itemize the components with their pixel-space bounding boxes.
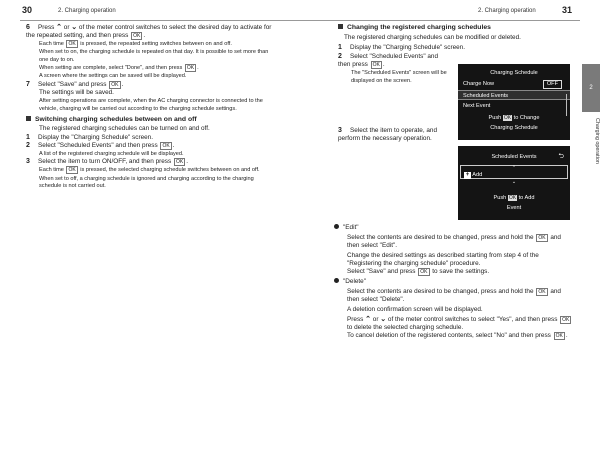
step-7-result: The settings will be saved. bbox=[39, 89, 114, 97]
delete-p1: Select the contents are desired to be changed, press and hold the OK and then select "Delete". bbox=[347, 287, 561, 303]
ok-key-icon: OK bbox=[538, 235, 546, 242]
ok-key-icon: OK bbox=[175, 159, 184, 166]
up-chevron-icon: ⌃ bbox=[56, 24, 62, 31]
ok-key-icon: OK bbox=[503, 115, 512, 121]
left-page-number: 30 bbox=[22, 5, 33, 15]
note-6b: When set to on, the charging schedule is repeated on that day. It is possible to set more than one day to on. bbox=[39, 49, 269, 63]
menu-next-event[interactable]: Next Event bbox=[463, 103, 491, 109]
ok-key-icon: OK bbox=[420, 269, 428, 276]
screen-footer-2: Charging Schedule bbox=[490, 125, 538, 131]
bullet-icon bbox=[334, 278, 339, 283]
edit-p2: Change the desired settings as described starting from step 4 of the "Registering the charging schedule" procedure. bbox=[347, 252, 539, 268]
screen-footer-2: Event bbox=[506, 205, 522, 211]
step-6: 6 Press ⌃ or ⌄ of the meter control switches to select the desired day to activate for the repeated setting, and then press OK . bbox=[26, 24, 272, 40]
change-step-2-note: The "Scheduled Events" screen will be displayed on the screen. bbox=[351, 70, 447, 84]
edit-p1: Select the contents are desired to be changed, press and hold the OK and then select "Edit". bbox=[347, 234, 561, 250]
ok-key-icon: OK bbox=[186, 64, 195, 71]
ok-key-icon: OK bbox=[508, 195, 517, 201]
change-step-3: 3 Select the item to operate, and perform the necessary operation. bbox=[338, 126, 438, 142]
up-chevron-icon: ⌃ bbox=[365, 315, 371, 323]
switch-step-2-note: A list of the registered charging schedule will be displayed. bbox=[39, 151, 184, 158]
page-header bbox=[0, 0, 600, 22]
section-square-icon bbox=[338, 24, 343, 29]
note-6d: A screen where the settings can be saved will be displayed. bbox=[39, 73, 187, 79]
screen-title: Charging Schedule bbox=[490, 70, 538, 76]
section-switching-title: Switching charging schedules between on and off bbox=[26, 116, 272, 124]
chapter-tab: 2 bbox=[582, 64, 600, 112]
edit-delete-block bbox=[334, 224, 574, 340]
note-6a: Each time OK is pressed, the repeated setting switches between on and off. bbox=[39, 41, 232, 48]
switch-step-1: 1 Display the "Charging Schedule" screen. bbox=[26, 133, 154, 141]
edit-title: "Edit" bbox=[334, 224, 574, 232]
ok-key-icon: OK bbox=[68, 167, 76, 174]
left-column bbox=[26, 24, 272, 190]
ok-key-icon: OK bbox=[555, 333, 563, 340]
ok-key-icon: OK bbox=[111, 82, 119, 89]
section-changing-intro: The registered charging schedules can be modified or deleted. bbox=[344, 34, 521, 42]
section-switching-intro: The registered charging schedules can be turned on and off. bbox=[39, 124, 210, 132]
ok-key-icon: OK bbox=[133, 33, 141, 40]
screen-title: Scheduled Events bbox=[491, 154, 537, 160]
switch-step-3-note-a: Each time OK is pressed, the selected charging schedule switches between on and off. bbox=[39, 167, 260, 174]
delete-p4: To cancel deletion of the registered contents, select "No" and then press OK . bbox=[347, 332, 568, 340]
scheduled-events-screen bbox=[458, 146, 570, 220]
chevron-down-icon: ⌄ bbox=[511, 179, 517, 185]
chevron-up-icon: ⌃ bbox=[460, 165, 568, 179]
note-6c: When setting are complete, select "Done", and then press OK . bbox=[39, 64, 199, 71]
delete-p2: A deletion confirmation screen will be displayed. bbox=[347, 305, 483, 313]
down-chevron-icon: ⌄ bbox=[380, 315, 387, 323]
section-square-icon bbox=[26, 116, 31, 121]
add-item[interactable]: + Add bbox=[465, 172, 483, 178]
ok-key-icon: OK bbox=[68, 41, 76, 48]
down-chevron-icon: ⌄ bbox=[71, 24, 78, 31]
change-step-1: 1 Display the "Charging Schedule" screen. bbox=[338, 44, 466, 52]
right-page-number: 31 bbox=[562, 5, 573, 15]
ok-key-icon: OK bbox=[562, 316, 570, 323]
header-rule bbox=[20, 20, 580, 21]
left-chapter-title: 2. Charging operation bbox=[58, 8, 116, 14]
ok-key-icon: OK bbox=[538, 288, 546, 295]
menu-charge-now[interactable]: Charge Now OFF bbox=[458, 79, 570, 89]
bullet-icon bbox=[334, 224, 339, 229]
plus-icon: + bbox=[465, 172, 470, 178]
section-changing-title: Changing the registered charging schedules bbox=[338, 24, 574, 32]
step-7: 7 Select "Save" and press OK . bbox=[26, 81, 124, 89]
back-arrow-icon[interactable]: ⮌ bbox=[558, 153, 564, 160]
delete-title: "Delete" bbox=[334, 278, 574, 286]
delete-p3: Press ⌃ or ⌄ of the meter control switches to select "Yes", and then press OK to delete the selected charging schedule. bbox=[347, 315, 570, 332]
ok-key-icon: OK bbox=[162, 143, 170, 150]
charging-schedule-screen bbox=[458, 64, 570, 140]
note-7: After setting operations are complete, when the AC charging connector is connected to the vehicle, charging will be carried out according to the charging schedule settings. bbox=[39, 98, 263, 112]
menu-scheduled-events[interactable]: Scheduled Events bbox=[458, 90, 570, 100]
switch-step-2: 2 Select "Scheduled Events" and then press OK . bbox=[26, 142, 175, 150]
screen-footer: Push OK to Change bbox=[488, 115, 540, 121]
switch-step-3-note-b: When set to off, a charging schedule is ignored and charging according to the charging schedule is not carried out. bbox=[39, 175, 254, 189]
edit-p3: Select "Save" and press OK to save the settings. bbox=[347, 268, 490, 276]
right-chapter-title: 2. Charging operation bbox=[478, 8, 536, 14]
off-badge: OFF bbox=[543, 80, 562, 89]
change-step-2: 2 Select "Scheduled Events" and then press OK . bbox=[338, 53, 439, 69]
ok-key-icon: OK bbox=[372, 62, 380, 69]
switch-step-3: 3 Select the item to turn ON/OFF, and then press OK . bbox=[26, 158, 188, 166]
screen-footer: Push OK to Add bbox=[493, 195, 535, 201]
chapter-tab-label: Charging operation bbox=[594, 118, 600, 164]
